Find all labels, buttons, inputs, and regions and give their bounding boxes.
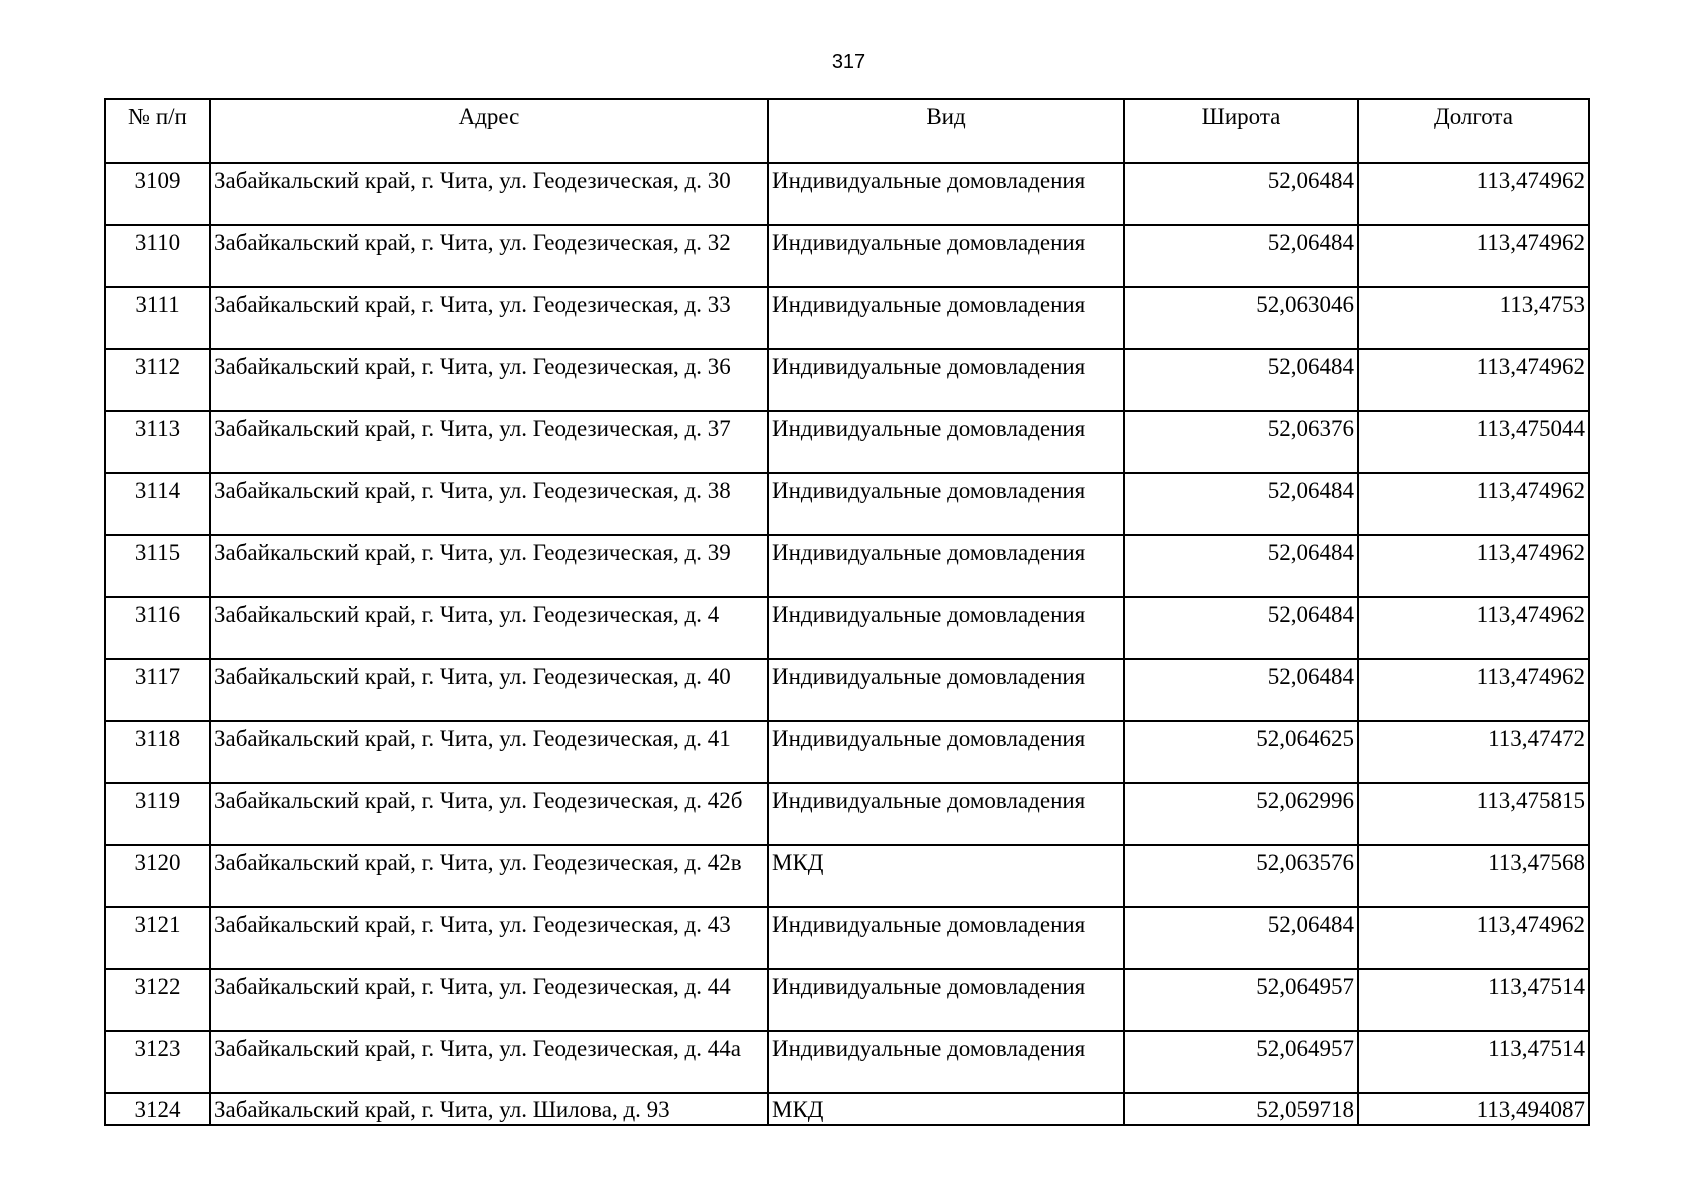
row-lat: 52,06484 — [1124, 225, 1358, 287]
row-lat: 52,064957 — [1124, 1031, 1358, 1093]
row-lat: 52,06484 — [1124, 349, 1358, 411]
table-row — [105, 163, 1589, 225]
row-kind: Индивидуальные домовладения — [768, 163, 1124, 225]
row-kind: Индивидуальные домовладения — [768, 597, 1124, 659]
row-lat: 52,06484 — [1124, 659, 1358, 721]
row-address: Забайкальский край, г. Чита, ул. Шилова, д. 93 — [210, 1093, 768, 1125]
table-row — [105, 1031, 1589, 1093]
row-address: Забайкальский край, г. Чита, ул. Геодезическая, д. 40 — [210, 659, 768, 721]
row-kind: Индивидуальные домовладения — [768, 535, 1124, 597]
row-kind: МКД — [768, 1093, 1124, 1125]
address-table — [104, 98, 1590, 1126]
row-kind: Индивидуальные домовладения — [768, 411, 1124, 473]
table-row — [105, 225, 1589, 287]
row-address: Забайкальский край, г. Чита, ул. Геодезическая, д. 36 — [210, 349, 768, 411]
row-num: 3117 — [105, 659, 210, 721]
row-kind: Индивидуальные домовладения — [768, 907, 1124, 969]
row-num: 3115 — [105, 535, 210, 597]
row-num: 3118 — [105, 721, 210, 783]
row-lon: 113,494087 — [1358, 1093, 1589, 1125]
row-kind: Индивидуальные домовладения — [768, 659, 1124, 721]
table-row — [105, 473, 1589, 535]
table-row — [105, 349, 1589, 411]
table-row — [105, 535, 1589, 597]
header-address: Адрес — [210, 99, 768, 163]
row-kind: Индивидуальные домовладения — [768, 721, 1124, 783]
row-lon: 113,47568 — [1358, 845, 1589, 907]
row-kind: Индивидуальные домовладения — [768, 783, 1124, 845]
table-row — [105, 969, 1589, 1031]
row-num: 3124 — [105, 1093, 210, 1125]
row-num: 3110 — [105, 225, 210, 287]
row-lat: 52,06484 — [1124, 473, 1358, 535]
row-num: 3111 — [105, 287, 210, 349]
row-num: 3120 — [105, 845, 210, 907]
row-address: Забайкальский край, г. Чита, ул. Геодезическая, д. 39 — [210, 535, 768, 597]
row-address: Забайкальский край, г. Чита, ул. Геодезическая, д. 44а — [210, 1031, 768, 1093]
table-row — [105, 1093, 1589, 1125]
row-num: 3113 — [105, 411, 210, 473]
row-address: Забайкальский край, г. Чита, ул. Геодезическая, д. 37 — [210, 411, 768, 473]
row-lon: 113,474962 — [1358, 473, 1589, 535]
table-row — [105, 411, 1589, 473]
page-number: 317 — [831, 51, 866, 73]
row-lat: 52,06376 — [1124, 411, 1358, 473]
row-address: Забайкальский край, г. Чита, ул. Геодезическая, д. 33 — [210, 287, 768, 349]
row-kind: Индивидуальные домовладения — [768, 287, 1124, 349]
row-lat: 52,064957 — [1124, 969, 1358, 1031]
row-lon: 113,475044 — [1358, 411, 1589, 473]
header-lon: Долгота — [1358, 99, 1589, 163]
table-row — [105, 721, 1589, 783]
row-lon: 113,47514 — [1358, 969, 1589, 1031]
row-lon: 113,474962 — [1358, 349, 1589, 411]
table-row — [105, 287, 1589, 349]
row-num: 3109 — [105, 163, 210, 225]
row-lon: 113,47472 — [1358, 721, 1589, 783]
row-num: 3123 — [105, 1031, 210, 1093]
row-lon: 113,474962 — [1358, 225, 1589, 287]
row-address: Забайкальский край, г. Чита, ул. Геодезическая, д. 42б — [210, 783, 768, 845]
row-num: 3112 — [105, 349, 210, 411]
row-num: 3121 — [105, 907, 210, 969]
row-address: Забайкальский край, г. Чита, ул. Геодезическая, д. 38 — [210, 473, 768, 535]
row-lat: 52,06484 — [1124, 163, 1358, 225]
row-lon: 113,474962 — [1358, 597, 1589, 659]
row-lat: 52,062996 — [1124, 783, 1358, 845]
header-num: № п/п — [105, 99, 210, 163]
row-kind: МКД — [768, 845, 1124, 907]
row-address: Забайкальский край, г. Чита, ул. Геодезическая, д. 4 — [210, 597, 768, 659]
row-lon: 113,4753 — [1358, 287, 1589, 349]
table-row — [105, 597, 1589, 659]
row-num: 3119 — [105, 783, 210, 845]
row-lon: 113,474962 — [1358, 659, 1589, 721]
row-kind: Индивидуальные домовладения — [768, 473, 1124, 535]
row-num: 3114 — [105, 473, 210, 535]
row-lon: 113,47514 — [1358, 1031, 1589, 1093]
row-kind: Индивидуальные домовладения — [768, 225, 1124, 287]
header-kind: Вид — [768, 99, 1124, 163]
row-lon: 113,474962 — [1358, 535, 1589, 597]
row-address: Забайкальский край, г. Чита, ул. Геодезическая, д. 44 — [210, 969, 768, 1031]
row-address: Забайкальский край, г. Чита, ул. Геодезическая, д. 41 — [210, 721, 768, 783]
row-kind: Индивидуальные домовладения — [768, 1031, 1124, 1093]
table-header-row — [105, 99, 1589, 163]
table-row — [105, 845, 1589, 907]
row-lon: 113,474962 — [1358, 907, 1589, 969]
row-num: 3122 — [105, 969, 210, 1031]
row-lat: 52,059718 — [1124, 1093, 1358, 1125]
row-num: 3116 — [105, 597, 210, 659]
row-lat: 52,064625 — [1124, 721, 1358, 783]
row-lat: 52,06484 — [1124, 907, 1358, 969]
table-row — [105, 659, 1589, 721]
row-lon: 113,474962 — [1358, 163, 1589, 225]
row-address: Забайкальский край, г. Чита, ул. Геодезическая, д. 43 — [210, 907, 768, 969]
row-kind: Индивидуальные домовладения — [768, 969, 1124, 1031]
table-row — [105, 783, 1589, 845]
row-kind: Индивидуальные домовладения — [768, 349, 1124, 411]
row-lat: 52,063046 — [1124, 287, 1358, 349]
row-address: Забайкальский край, г. Чита, ул. Геодезическая, д. 42в — [210, 845, 768, 907]
table-row — [105, 907, 1589, 969]
row-lat: 52,06484 — [1124, 597, 1358, 659]
row-lat: 52,06484 — [1124, 535, 1358, 597]
row-address: Забайкальский край, г. Чита, ул. Геодезическая, д. 32 — [210, 225, 768, 287]
row-address: Забайкальский край, г. Чита, ул. Геодезическая, д. 30 — [210, 163, 768, 225]
row-lat: 52,063576 — [1124, 845, 1358, 907]
header-lat: Широта — [1124, 99, 1358, 163]
row-lon: 113,475815 — [1358, 783, 1589, 845]
